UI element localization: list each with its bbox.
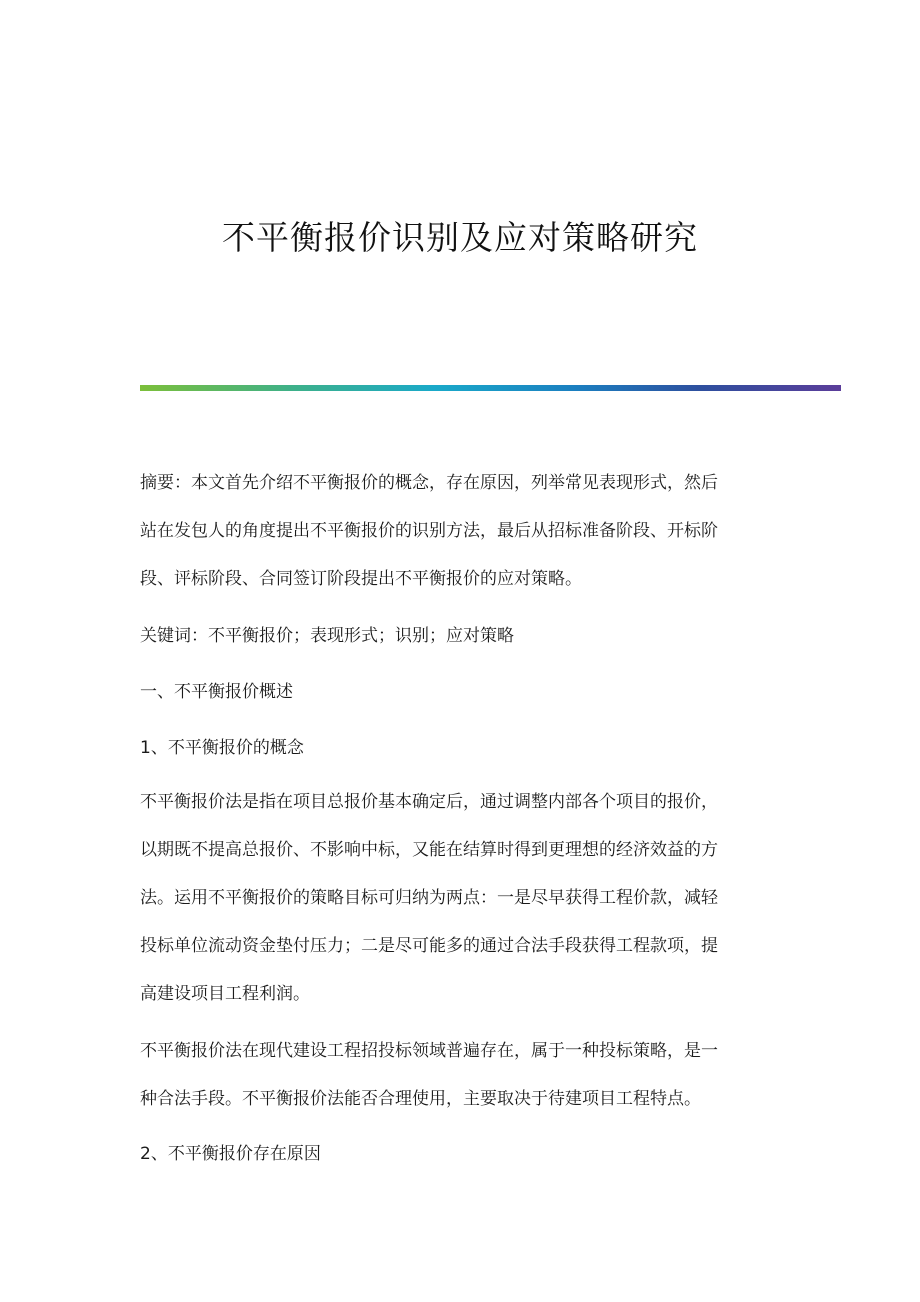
abstract-line: 段、评标阶段、合同签订阶段提出不平衡报价的应对策略。 — [140, 569, 582, 589]
abstract-paragraph — [140, 459, 780, 603]
concept-paragraph — [140, 778, 780, 1018]
usage-paragraph — [140, 1027, 780, 1123]
paragraph-line: 不平衡报价法是指在项目总报价基本确定后，通过调整内部各个项目的报价， — [140, 792, 718, 812]
keywords-line: 关键词：不平衡报价；表现形式；识别；应对策略 — [140, 626, 514, 646]
document-title: 不平衡报价识别及应对策略研究 — [222, 218, 698, 257]
abstract-line: 站在发包人的角度提出不平衡报价的识别方法，最后从招标准备阶段、开标阶 — [140, 521, 718, 541]
paragraph-line: 不平衡报价法在现代建设工程招投标领域普遍存在，属于一种投标策略，是一 — [140, 1041, 718, 1061]
title-divider — [140, 385, 841, 391]
paragraph-line: 种合法手段。不平衡报价法能否合理使用，主要取决于待建项目工程特点。 — [140, 1089, 701, 1109]
paragraph-line: 以期既不提高总报价、不影响中标，又能在结算时得到更理想的经济效益的方 — [140, 840, 718, 860]
subsection-heading: 1、不平衡报价的概念 — [140, 738, 304, 758]
paragraph-line: 高建设项目工程利润。 — [140, 984, 310, 1004]
paragraph-line: 法。运用不平衡报价的策略目标可归纳为两点：一是尽早获得工程价款，减轻 — [140, 888, 718, 908]
abstract-line: 摘要：本文首先介绍不平衡报价的概念，存在原因，列举常见表现形式，然后 — [140, 473, 718, 493]
subsection-heading: 2、不平衡报价存在原因 — [140, 1144, 321, 1164]
paragraph-line: 投标单位流动资金垫付压力；二是尽可能多的通过合法手段获得工程款项，提 — [140, 936, 718, 956]
section-heading: 一、不平衡报价概述 — [140, 682, 293, 702]
